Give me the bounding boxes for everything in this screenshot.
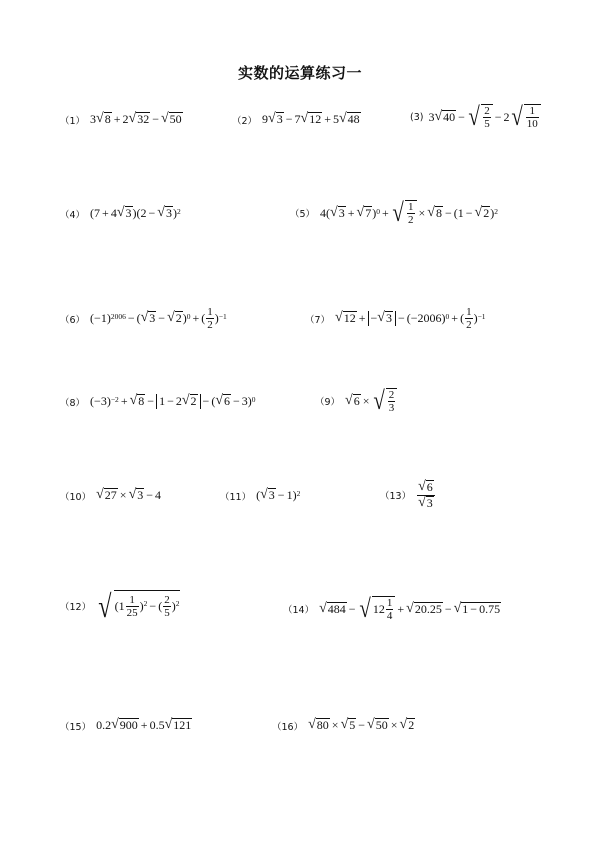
problem-10: （10） √ 27 × √ 3 − 4 [60, 487, 162, 503]
exponent: 0 [251, 395, 256, 404]
radical: √ 3 [268, 111, 283, 127]
fraction: $\frac{1}{2}$ [207, 306, 213, 332]
problem-4: （4） ( 7 + 4 √ 3 )( 2 − √ 3 ) $^2$ [60, 205, 181, 221]
radical: √ 8 [96, 111, 111, 127]
problem-6: （6） ( −1 ) $^{2006}$ − ( √ 3 − √ 2 ) $^0$ + ( $\frac{1}{2}$ ) $^{-1}$ [60, 306, 227, 332]
problem-number: （15） [60, 721, 92, 733]
coefficient: 3 [90, 112, 97, 126]
radical: √ 3 [418, 494, 433, 510]
problem-9: （9） √ 6 × √ $\frac{2}{3}$ [315, 388, 397, 415]
problem-2: （2） 9 √ 3 − 7 √ 12 + 5 √ 48 [232, 111, 360, 127]
problem-1: （1） 3 √ 8 + 2 √ 32 − √ 50 [60, 111, 182, 127]
fraction: $\frac{1}{2}$ [466, 306, 472, 332]
exponent: 2 [143, 599, 148, 609]
problem-number: （6） [60, 314, 86, 326]
problem-number: （9） [315, 397, 341, 409]
exponent: 2 [175, 599, 180, 609]
radical: √ 12 [300, 111, 322, 127]
coefficient: 5 [332, 112, 339, 126]
radical: √ 3 [330, 204, 345, 220]
problem-number: （16） [272, 721, 304, 733]
coefficient: 2 [122, 112, 129, 126]
radicand: 8 [104, 112, 111, 127]
radical: √ 900 [111, 717, 138, 733]
problem-number: （2） [232, 115, 258, 127]
radical: √ 121 [164, 717, 192, 733]
radical: √ 2 [167, 310, 182, 326]
fraction: $\frac{1}{10}$ [526, 105, 538, 131]
radical: √ 50 [367, 717, 388, 733]
radical: √ 2 [181, 393, 197, 409]
radical: √ 50 [160, 111, 182, 127]
coefficient: 9 [262, 112, 269, 126]
fraction: $\frac{2}{3}$ [388, 389, 395, 415]
exponent: 2 [296, 489, 301, 498]
radical: √ 8 [129, 393, 145, 409]
problem-7: （7） √ 12 + − √ 3 − ( −2006 ) $^0$ + ( $\frac{1}{2}$ ) $^{-1}$ [305, 306, 486, 332]
radical: √ 3 [157, 205, 172, 221]
radical: √ $\frac{1}{10}$ [510, 104, 541, 131]
absolute-value: 1 − 2 √ 2 [156, 394, 200, 409]
absolute-value: − √ 3 [368, 311, 396, 326]
problem-16: （16） √ 80 × √ 5 − √ 50 × √ 2 [272, 717, 415, 733]
radical: √ 1 − 0.75 [453, 600, 501, 616]
problem-number: （14） [283, 605, 315, 617]
fraction: $\frac{2}{5}$ [484, 105, 490, 131]
coefficient: 2 [503, 109, 510, 124]
problem-13 [380, 480, 436, 511]
problem-number: （8） [60, 397, 86, 409]
worksheet-title: 实数的运算练习一 [237, 64, 362, 82]
problem-number: （12） [60, 602, 92, 613]
radicand: 3 [276, 112, 283, 127]
problem-5: （5） 4 ( √ 3 + √ 7 ) $^0$ + √ $\frac{1}{2}$ × √ 8 − ( 1 − √ 2 ) $^2$ [290, 198, 498, 227]
fraction: $\frac{1}{2}$ [408, 201, 414, 227]
radical: √ 3 [116, 205, 132, 221]
radical: √ 6 [418, 479, 433, 494]
problem-number: （5） [290, 209, 316, 221]
fraction: $\frac{2}{5}$ [164, 593, 170, 619]
coefficient: 3 [428, 109, 435, 124]
exponent: 0 [186, 312, 191, 322]
problem-number: （13） [380, 491, 412, 503]
fraction: $\frac{1}{4}$ [386, 597, 393, 623]
exponent: −2 [110, 395, 119, 404]
exponent: −1 [218, 312, 227, 322]
problem-15: （15） 0.2 √ 900 + 0.5 √ 121 [60, 717, 192, 733]
radical: √ 3 [128, 487, 144, 503]
radical: √ 6 [215, 393, 230, 409]
problem-11: （11） ( √ 3 − 1 ) $^2$ [220, 487, 301, 503]
radicand: 50 [169, 112, 182, 127]
radical: √ 7 [356, 204, 372, 220]
radical: √ 27 [96, 487, 117, 503]
exponent: 0 [445, 312, 450, 322]
radical: √ 12 [335, 310, 356, 326]
radical: √ 8 [427, 204, 442, 220]
problem-3: (3) 3 √ 40 − √ $\frac{2}{5}$ − 2 √ $\frac{1}{10}$ [410, 104, 541, 131]
radical: √ 2 [399, 717, 415, 733]
problem-8: （8） ( −3 ) $^{-2}$ + √ 8 − 1 − 2 √ 2 − ( √ 6 − 3 ) $^0$ [60, 393, 256, 409]
radical: √ 2 [474, 204, 490, 220]
radical: √ 484 [319, 600, 346, 616]
exponent: 2 [176, 207, 181, 216]
radical: √ 6 [345, 392, 360, 408]
problem-number: （1） [60, 115, 86, 127]
radical: √ 5 [340, 717, 356, 733]
problem-12 [60, 590, 180, 622]
radical: √ 20.25 [406, 600, 442, 616]
fraction: $\frac{1}{25}$ [126, 593, 138, 619]
radical: √ $\frac{2}{5}$ [467, 104, 493, 131]
problem-number: (3) [410, 111, 424, 123]
problem-number: （4） [60, 209, 86, 221]
fraction [417, 480, 435, 511]
radical: √ 12 $\frac{1}{4}$ [358, 596, 396, 623]
radical: √ $\frac{1}{2}$ [391, 200, 417, 227]
radicand: 48 [347, 112, 360, 127]
radicand: 32 [137, 112, 150, 127]
exponent: 2006 [110, 312, 126, 322]
exponent: 0 [376, 206, 380, 216]
radicand: 40 [443, 109, 456, 124]
exponent: 2 [494, 206, 498, 216]
radical: √ 40 [434, 108, 456, 124]
radicand: 12 [309, 112, 322, 127]
radical: √ ( 1 $\frac{1}{25}$ ) $^2$ − ( $\frac{2}{5}$ ) $^2$ [98, 588, 180, 624]
radical: √ 32 [128, 111, 150, 127]
problem-number: （11） [220, 491, 252, 503]
problem-number: （10） [60, 491, 92, 503]
radical: √ 48 [338, 111, 360, 127]
radical: √ 3 [140, 310, 156, 326]
radical: √ 3 [377, 310, 392, 326]
problem-number: （7） [305, 314, 331, 326]
radical: √ $\frac{2}{3}$ [372, 388, 398, 415]
problem-14: （14） √ 484 − √ 12 $\frac{1}{4}$ + √ 20.25 − √ 1 − 0.75 [283, 594, 501, 623]
coefficient: 7 [294, 112, 301, 126]
exponent: −1 [477, 312, 486, 322]
radical: √ 80 [308, 717, 329, 733]
radical: √ 3 [260, 487, 275, 503]
